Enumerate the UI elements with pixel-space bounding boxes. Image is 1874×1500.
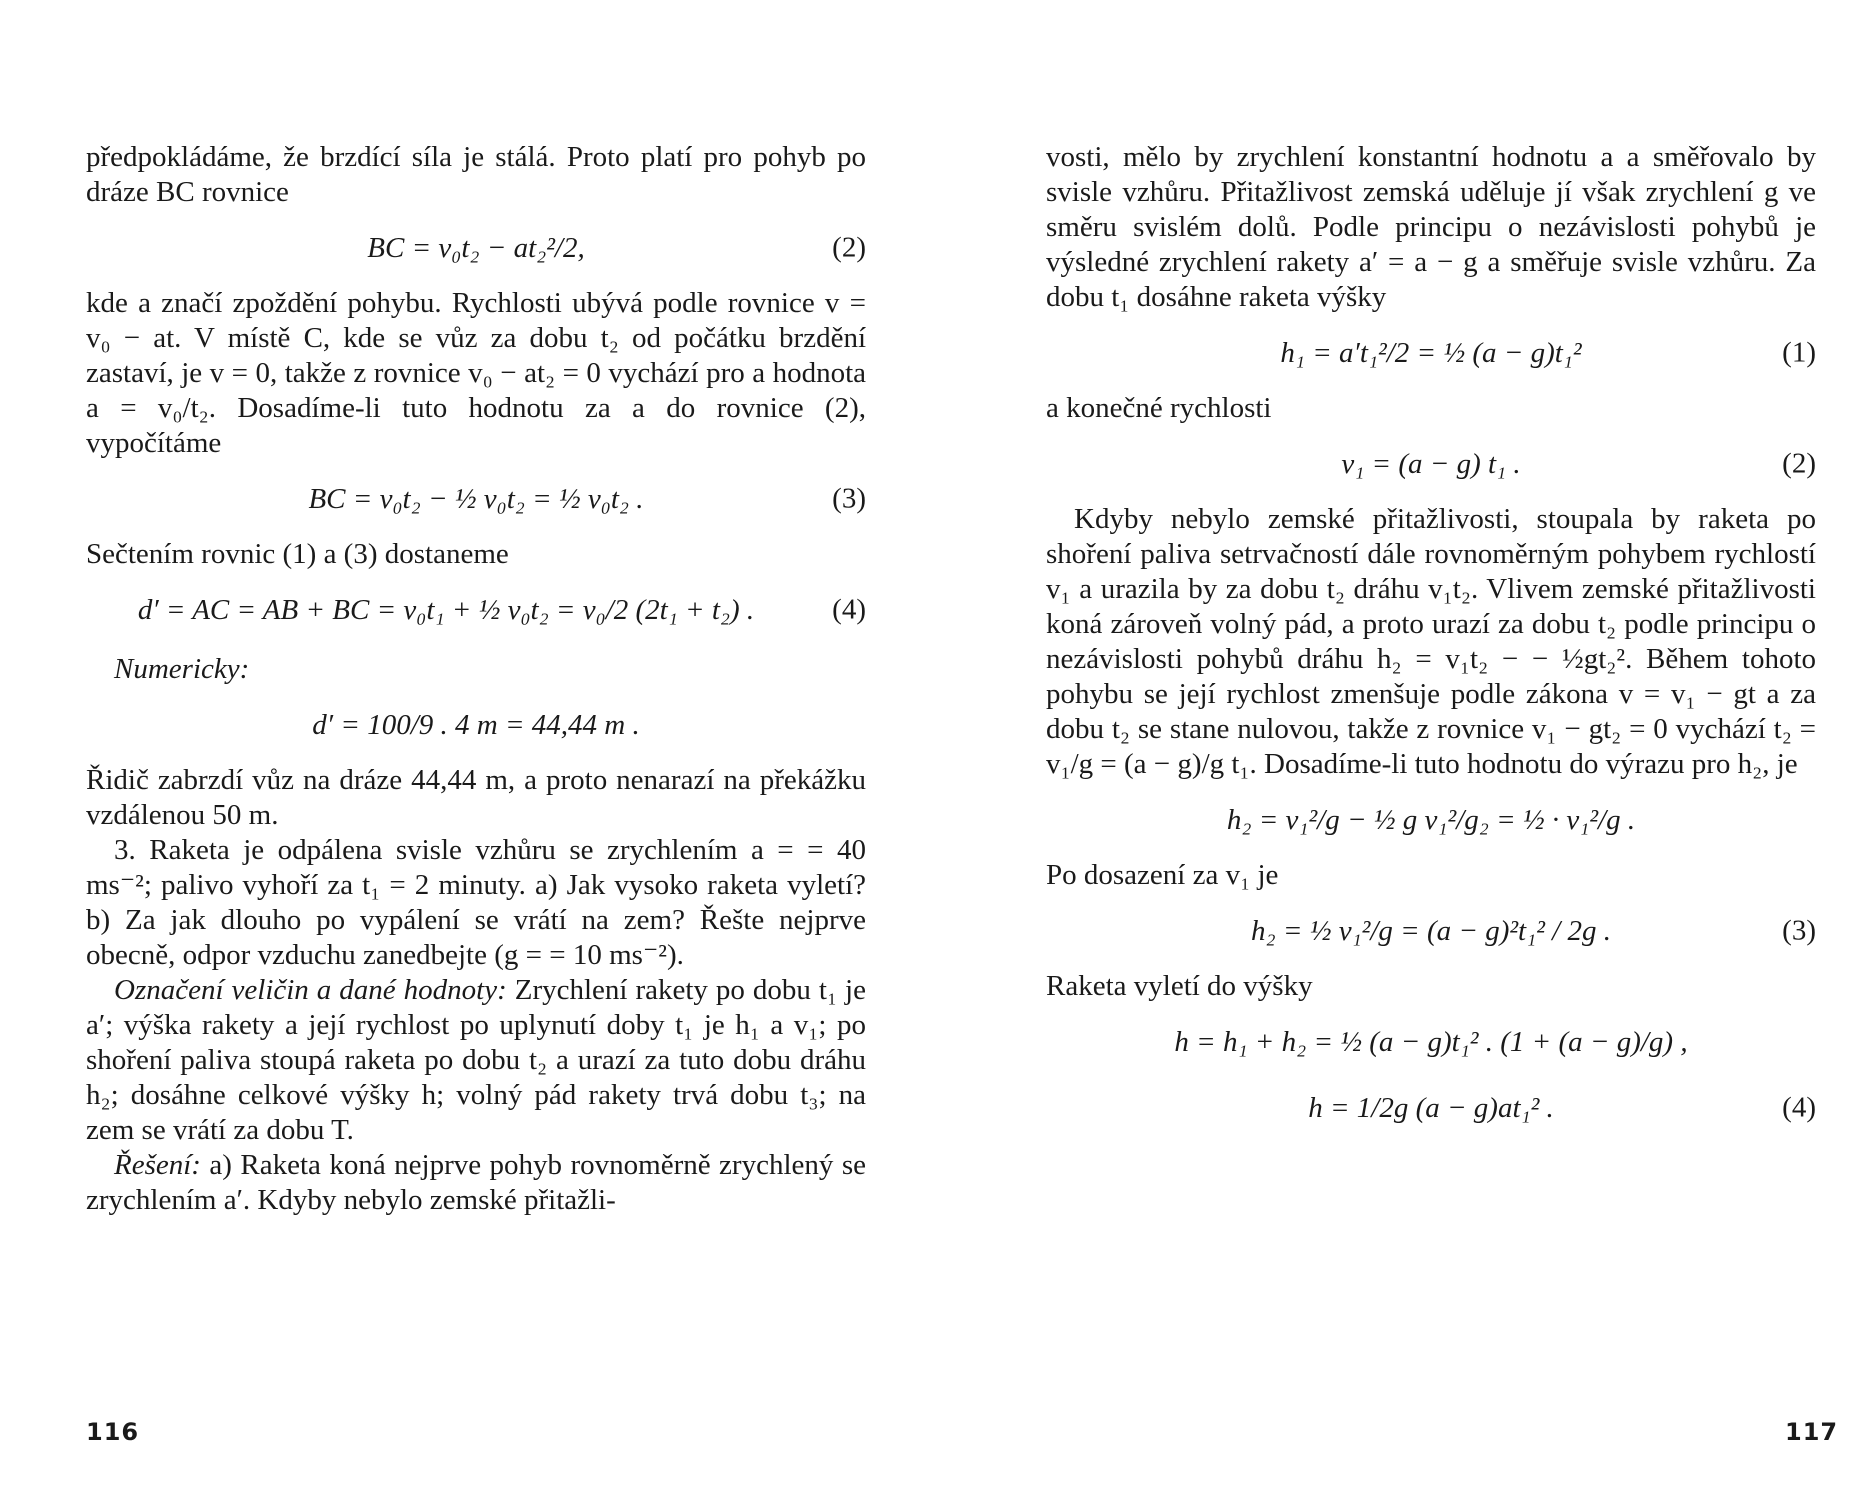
right-equation-h [1046,1014,1816,1070]
right-equation-1 [1046,325,1816,381]
notation-label: Označení veličin a dané hodnoty: [114,974,507,1006]
numerically-label: Numericky: [114,653,250,685]
solution-text: a) Raketa koná nejprve pohyb rovnoměrně zrychlený se zrychlením a′. Kdyby nebylo zemské přitažli- [86,1149,866,1216]
left-equation-4-expr: d′ = AC = AB + BC = v₀t₁ + ½ v₀t₂ = v₀/2 (2t₁ + t₂) . [137,593,755,626]
right-paragraph-2: a konečné rychlosti [1046,392,1272,424]
left-equation-2-number: (2) [832,231,866,264]
left-equation-numeric-expr: d′ = 100/9 . 4 m = 44,44 m . [312,708,640,741]
left-equation-3 [86,471,866,527]
notation-text: Zrychlení rakety po dobu t₁ je a′; výška rakety a její rychlost po uplynutí doby t₁ je h₁ a v₁; po shoření paliva stoupá raketa po dobu t₂ a urazí za tuto dobu dráhu h₂; dosáhne celkové výšky h; volný pád rakety trvá dobu t₃; na zem se vrátí za dobu T. [86,974,866,1146]
left-paragraph-1: předpokládáme, že brzdící síla je stálá. Proto platí pro pohyb po dráze BC rovnice [86,141,866,208]
page-number-left: 116 [86,1418,140,1446]
right-equation-2 [1046,436,1816,492]
left-paragraph-2: kde a značí zpoždění pohybu. Rychlosti ubývá podle rovnice v = v₀ − at. V místě C, kde se vůz za dobu t₂ od počátku brzdění zastaví, je v = 0, takže z rovnice v₀ − at₂ = 0 vychází pro a hodnota a = v₀/t₂. Dosadíme-li tuto hodnotu za a do rovnice (2), vypočítáme [86,287,866,459]
left-equation-3-number: (3) [832,482,866,515]
right-equation-2-number: (2) [1782,447,1816,480]
right-equation-4-number: (4) [1782,1091,1816,1124]
right-equation-h-expr: h = h₁ + h₂ = ½ (a − g)t₁² . (1 + (a − g)/g) , [1174,1025,1688,1058]
left-paragraph-3: Sečtením rovnic (1) a (3) dostaneme [86,538,509,570]
page-number-right: 117 [1785,1418,1839,1446]
right-equation-4 [1046,1080,1816,1136]
right-equation-3-expr: h₂ = ½ v₁²/g = (a − g)²t₁² / 2g . [1251,914,1611,947]
right-paragraph-1: vosti, mělo by zrychlení konstantní hodnotu a a směřovalo by svisle vzhůru. Přitažlivost zemská uděluje jí však zrychlení g ve směru svislém dolů. Podle principu o nezávislosti pohybů je výsledné zrychlení rakety a′ = a − g a směřuje svisle vzhůru. Za dobu t₁ dosáhne raketa výšky [1046,141,1816,313]
left-paragraph-7 [86,1148,866,1218]
left-equation-4-number: (4) [832,593,866,626]
right-paragraph-4: Po dosazení za v₁ je [1046,859,1279,891]
right-equation-3-number: (3) [1782,914,1816,947]
left-page [86,140,866,1218]
right-equation-1-number: (1) [1782,336,1816,369]
right-equation-1-expr: h₁ = a′t₁²/2 = ½ (a − g)t₁² [1280,336,1582,369]
left-paragraph-4: Řidič zabrzdí vůz na dráze 44,44 m, a proto nenarazí na překážku vzdálenou 50 m. [86,764,866,831]
left-equation-4 [86,582,866,638]
right-equation-2-expr: v₁ = (a − g) t₁ . [1341,447,1521,480]
problem-3-statement: 3. Raketa je odpálena svisle vzhůru se zrychlením a = = 40 ms⁻²; palivo vyhoří za t₁ = 2 minuty. a) Jak vysoko raketa vyletí? b) Za jak dlouho po vypálení se vrátí na zem? Řešte nejprve obecně, odpor vzduchu zanedbejte (g = = 10 ms⁻²). [86,834,866,971]
right-page [1046,140,1816,1146]
right-equation-h2 [1046,792,1816,848]
right-equation-4-expr: h = 1/2g (a − g)at₁² . [1308,1091,1554,1124]
solution-label: Řešení: [114,1149,201,1181]
left-paragraph-6 [86,973,866,1148]
right-paragraph-5: Raketa vyletí do výšky [1046,970,1313,1002]
left-equation-2-expr: BC = v₀t₂ − at₂²/2, [367,231,585,264]
right-equation-3 [1046,903,1816,959]
right-equation-h2-expr: h₂ = v₁²/g − ½ g v₁²/g₂ = ½ · v₁²/g . [1226,803,1636,836]
left-equation-2 [86,220,866,276]
left-equation-numeric [86,697,866,753]
left-equation-3-expr: BC = v₀t₂ − ½ v₀t₂ = ½ v₀t₂ . [308,482,644,515]
right-paragraph-3: Kdyby nebylo zemské přitažlivosti, stoupala by raketa po shoření paliva setrvačností dále rovnoměrným pohybem rychlostí v₁ a urazila by za dobu t₂ dráhu v₁t₂. Vlivem zemské přitažlivosti koná zároveň volný pád, a proto urazí za dobu t₂ podle principu o nezávislosti pohybů dráhu h₂ = v₁t₂ − − ½gt₂². Během tohoto pohybu se její rychlost zmenšuje podle zákona v = v₁ − gt a za dobu t₂ se stane nulovou, takže z rovnice v₁ − gt₂ = 0 vychází t₂ = v₁/g = (a − g)/g t₁. Dosadíme-li tuto hodnotu do výrazu pro h₂, je [1046,503,1816,780]
